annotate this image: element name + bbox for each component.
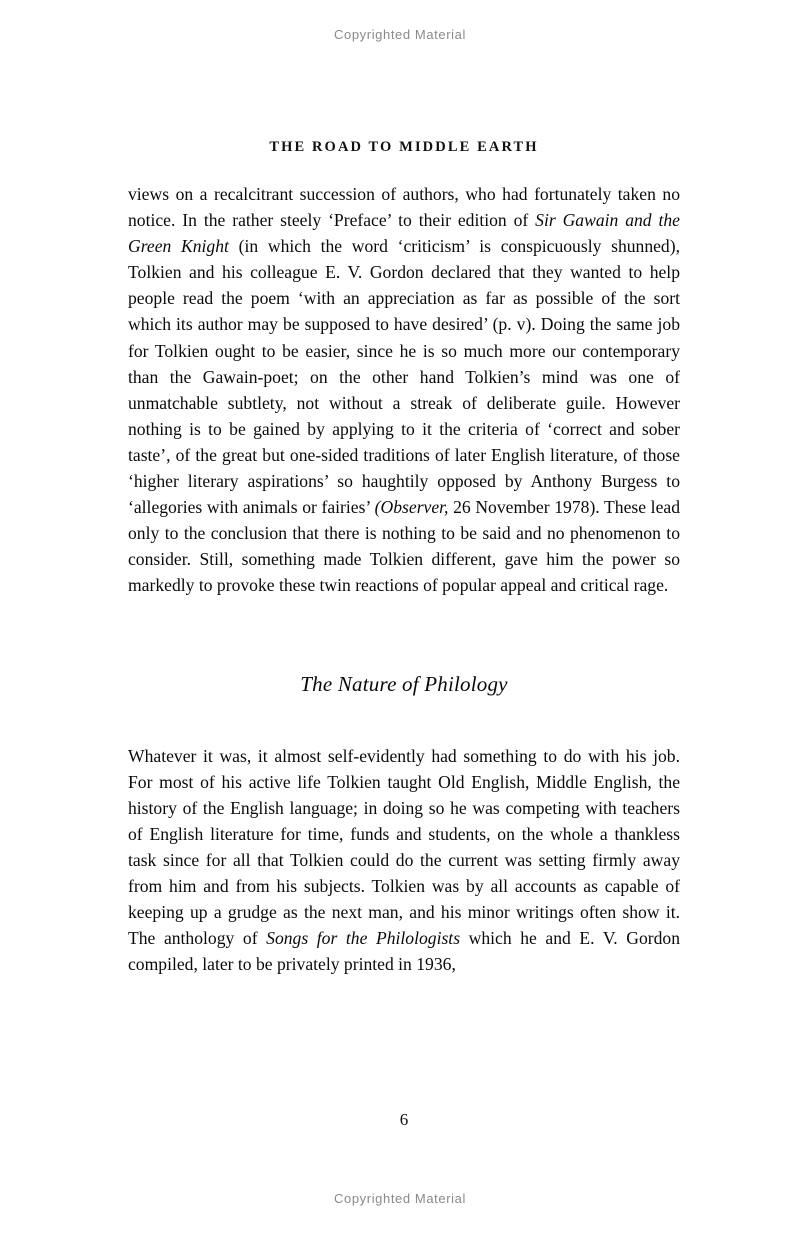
heading-spacer-above [128,599,680,671]
body-paragraph-2 [128,743,680,978]
page-number: 6 [399,1110,409,1129]
text-run: views on a recalcitrant succession of authors, who had fortunately taken no notice. In the rather steely ‘Preface’ to their edition of [128,184,680,231]
italic-title-run: Sir Gawain and the Green Knight [128,210,680,257]
italic-title-run: (Observer, [374,497,449,518]
text-run: (in which the word ‘criticism’ is conspicuously shunned), Tolkien and his colleague E. V. Gordon declared that they wanted to help people read the poem ‘with an appreciation as far as possible of the sort which its author may be supposed to have desired’ (p. v). Doing the same job for Tolkien ought to be easier, since he is so much more our contemporary than the Gawain-poet; on the other hand Tolkien’s mind was one of unmatchable subtlety, not without a streak of deliberate guile. However nothing is to be gained by applying to it the criteria of ‘correct and sober taste’, of the great but one-sided traditions of later English literature, of those ‘higher literary aspirations’ so haughtily opposed by Anthony Burgess to ‘allegories with animals or fairies’ [128,236,680,518]
text-column [128,181,680,977]
text-run: Whatever it was, it almost self-evidently had something to do with his job. For most of his active life Tolkien taught Old English, Middle English, the history of the English language; in doing so he was competing with teachers of English literature for time, funds and students, on the whole a thankless task since for all that Tolkien could do the current was setting firmly away from him and from his subjects. Tolkien was by all accounts as capable of keeping up a grudge as the next man, and his minor writings often show it. The anthology of [128,745,680,949]
italic-title-run: Songs for the Philologists [266,928,461,949]
heading-spacer-below [128,697,680,743]
section-heading: The Nature of Philology [300,671,508,696]
copyright-watermark-bottom: Copyrighted Material [334,1191,466,1206]
running-header: THE ROAD TO MIDDLE EARTH [269,139,539,155]
text-run: which he and E. V. Gordon compiled, later to be privately printed in 1936, [128,928,680,975]
copyright-watermark-top: Copyrighted Material [334,27,466,42]
body-paragraph-1 [128,181,680,599]
text-run: 26 November 1978). These lead only to the conclusion that there is nothing to be said and no phenomenon to consider. Still, something made Tolkien different, gave him the power so markedly to provoke these twin reactions of popular appeal and critical rage. [128,497,680,596]
